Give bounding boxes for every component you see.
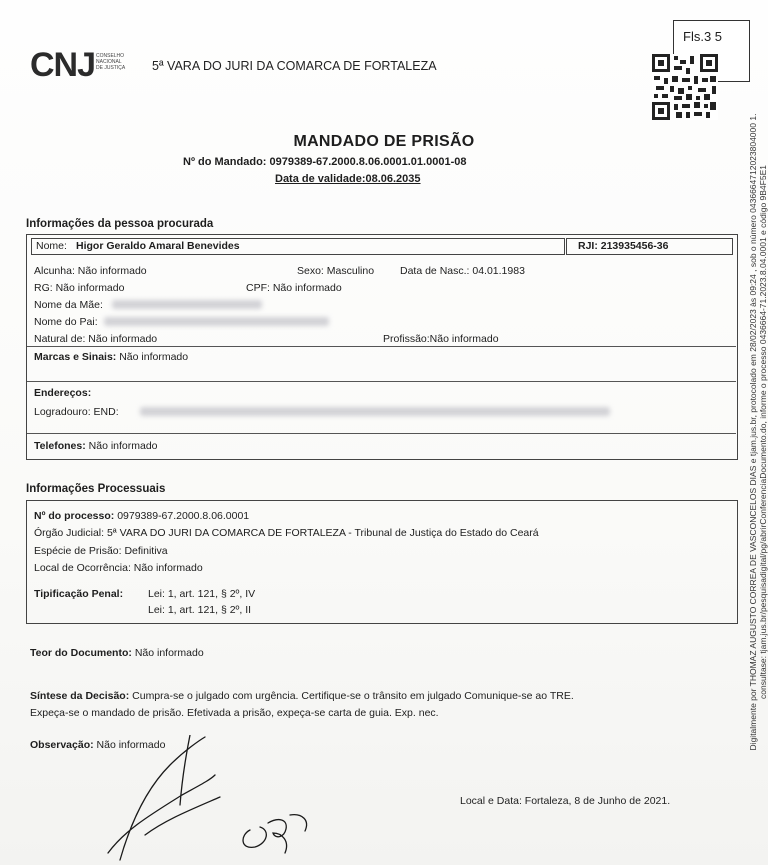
telefones-row: Telefones: Não informado: [34, 440, 158, 452]
cnj-logo-subtext: CONSELHO NACIONAL DE JUSTIÇA: [96, 53, 126, 71]
father-name-label: Nome do Pai:: [34, 316, 98, 328]
process-section-title: Informações Processuais: [26, 483, 166, 495]
rji-number: RJI: 213935456-36: [578, 240, 669, 252]
tipificacao-line-1: Lei: 1, art. 121, § 2º, IV: [148, 588, 256, 600]
process-number-row: Nº do processo: 0979389-67.2000.8.06.0001: [34, 510, 250, 522]
local-ocorrencia: Local de Ocorrência: Não informado: [34, 562, 203, 574]
logradouro-label: Logradouro: END:: [34, 406, 119, 418]
person-name: Higor Geraldo Amaral Benevides: [76, 240, 240, 252]
validity-date: Data de validade:08.06.2035: [275, 173, 421, 185]
alcunha-field: Alcunha: Não informado: [34, 265, 147, 277]
person-section-title: Informações da pessoa procurada: [26, 218, 214, 230]
divider: [27, 381, 736, 382]
redacted-address: [140, 407, 610, 416]
signature-scribble: [90, 735, 320, 865]
observacao-row: Observação: Não informado: [30, 739, 166, 751]
mother-name-label: Nome da Mãe:: [34, 299, 103, 311]
document-title: MANDADO DE PRISÃO: [293, 133, 475, 150]
especie-prisao: Espécie de Prisão: Definitiva: [34, 545, 168, 557]
redacted-father-name: [104, 317, 329, 326]
name-label: Nome:: [36, 240, 67, 252]
natural-field: Natural de: Não informado: [34, 333, 158, 345]
sexo-field: Sexo: Masculino: [297, 265, 375, 277]
tipificacao-line-2: Lei: 1, art. 121, § 2º, II: [148, 604, 252, 616]
sintese-line-2: Expeça-se o mandado de prisão. Efetivada a prisão, expeça-se carta de guia. Exp. nec.: [30, 707, 439, 719]
fls-stamp-number: Fls.3 5: [683, 29, 723, 44]
digital-signature-text: Digitalmente por THOMAZ AUGUSTO CORREA DE VASCONCELOS DIAS e tjam.jus.br, protocolado em 28/02/2023 às 09:24 , sob o número 0436664712023804000 1. consultase: tjam.jus.br/pesquisadigital/pg/abrirConferenciaDocumento.do, informe o processo 0436664-71.2023.8.04.0001 e código 9B4F5E1: [748, 113, 768, 751]
divider: [27, 346, 736, 347]
enderecos-label: Endereços:: [34, 387, 92, 399]
qr-code: [652, 54, 718, 120]
court-header: 5ª VARA DO JURI DA COMARCA DE FORTALEZA: [152, 59, 437, 73]
orgao-judicial: Órgão Judicial: 5ª VARA DO JURI DA COMARCA DE FORTALEZA - Tribunal de Justiça do Estado do Ceará: [34, 527, 539, 539]
cnj-logo: CNJ: [30, 46, 96, 84]
local-and-date: Local e Data: Fortaleza, 8 de Junho de 2021.: [460, 795, 671, 807]
warrant-number: Nº do Mandado: 0979389-67.2000.8.06.0001.01.0001-08: [183, 156, 467, 168]
teor-row: Teor do Documento: Não informado: [30, 647, 204, 659]
marcas-row: Marcas e Sinais: Não informado: [34, 351, 189, 363]
sintese-line-1: Síntese da Decisão: Cumpra-se o julgado com urgência. Certifique-se o trânsito em julgado Comunique-se ao TRE.: [30, 690, 574, 702]
birthdate-field: Data de Nasc.: 04.01.1983: [400, 265, 525, 277]
profissao-field: Profissão:Não informado: [383, 333, 499, 345]
tipificacao-label: Tipificação Penal:: [34, 588, 124, 600]
cpf-field: CPF: Não informado: [246, 282, 342, 294]
redacted-mother-name: [112, 300, 262, 309]
digital-signature-strip: [748, 0, 768, 865]
rg-field: RG: Não informado: [34, 282, 125, 294]
divider: [27, 433, 736, 434]
